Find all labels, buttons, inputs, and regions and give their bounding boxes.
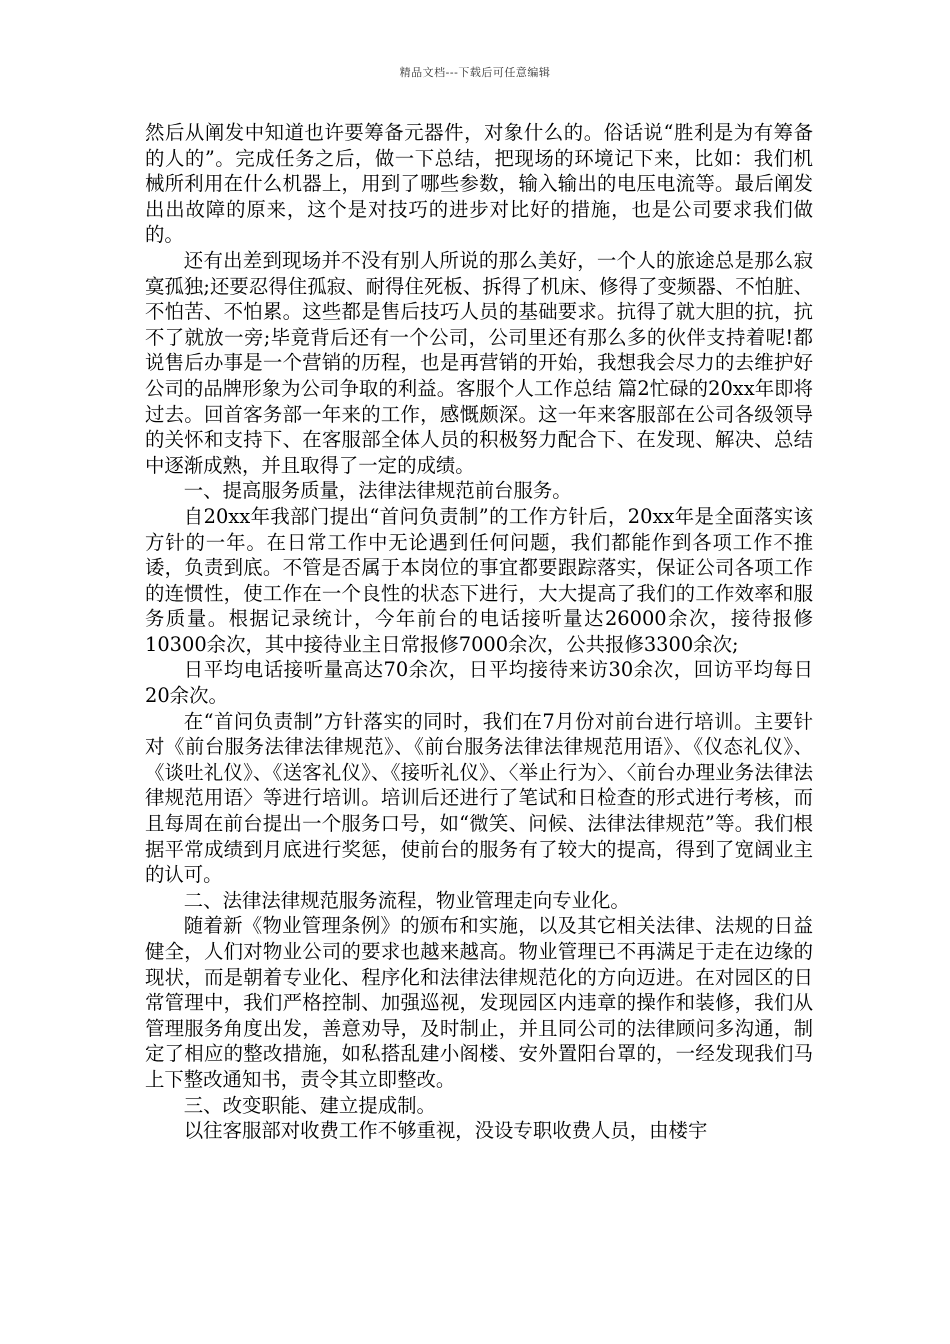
document-body <box>145 120 813 1144</box>
body-paragraph: 二、法律法律规范服务流程，物业管理走向专业化。 <box>183 888 630 912</box>
header-note: 精品文档---下载后可任意编辑 <box>399 66 551 79</box>
body-paragraph: 还有出差到现场并不没有别人所说的那么美好，一个人的旅途总是那么寂寞孤独;还要忍得住孤寂、耐得住死板、拆得了机床、修得了变频器、不怕脏、不怕苦、不怕累。这些都是售后技巧人员的基础要求。抗得了就大胆的抗，抗不了就放一旁;毕竟背后还有一个公司，公司里还有那么多的伙伴支持着呢!都说售后办事是一个营销的历程，也是再营销的开始，我想我会尽力的去维护好公司的品牌形象为公司争取的利益。客服个人工作总结 篇2忙碌的20xx年即将过去。回首客务部一年来的工作，感慨颇深。这一年来客服部在公司各级领导的关怀和支持下、在客服部全体人员的积极努力配合下、在发现、解决、总结中逐渐成熟，并且取得了一定的成绩。 <box>145 248 813 477</box>
body-paragraph: 自20xx年我部门提出“首问负责制”的工作方针后，20xx年是全面落实该方针的一年。在日常工作中无论遇到任何问题，我们都能作到各项工作不推诿，负责到底。不管是否属于本岗位的事宜都要跟踪落实，保证公司各项工作的连惯性，使工作在一个良性的状态下进行，大大提高了我们的工作效率和服务质量。根据记录统计，今年前台的电话接听量达26000余次，接待报修10300余次，其中接待业主日常报修7000余次，公共报修3300余次; <box>145 504 813 656</box>
body-paragraph: 以往客服部对收费工作不够重视，没设专职收费人员，由楼宇 <box>183 1119 708 1143</box>
body-paragraph: 日平均电话接听量高达70余次，日平均接待来访30余次，回访平均每日20余次。 <box>145 658 813 708</box>
body-paragraph: 在“首问负责制”方针落实的同时，我们在7月份对前台进行培训。主要针对《前台服务法律法律规范》、《前台服务法律法律规范用语》、《仪态礼仪》、《谈吐礼仪》、《送客礼仪》、《接听礼仪》、〈举止行为〉、〈前台办理业务法律法律规范用语〉等进行培训。培训后还进行了笔试和日检查的形式进行考核，而且每周在前台提出一个服务口号，如“微笑、问候、法律法律规范”等。我们根据平常成绩到月底进行奖惩，使前台的服务有了较大的提高，得到了宽阔业主的认可。 <box>145 709 813 887</box>
body-paragraph: 一、提高服务质量，法律法律规范前台服务。 <box>183 479 572 503</box>
body-paragraph: 随着新《物业管理条例》的颁布和实施，以及其它相关法律、法规的日益健全，人们对物业公司的要求也越来越高。物业管理已不再满足于走在边缘的现状，而是朝着专业化、程序化和法律法律规范化的方向迈进。在对园区的日常管理中，我们严格控制、加强巡视，发现园区内违章的操作和装修，我们从管理服务角度出发，善意劝导，及时制止，并且同公司的法律顾问多沟通，制定了相应的整改措施，如私搭乱建小阁楼、安外置阳台罩的，一经发现我们马上下整改通知书，责令其立即整改。 <box>145 914 813 1091</box>
body-paragraph: 三、改变职能、建立提成制。 <box>183 1093 436 1117</box>
body-paragraph: 然后从阐发中知道也许要筹备元器件，对象什么的。俗话说“胜利是为有筹备的人的”。完成任务之后，做一下总结，把现场的环境记下来，比如：我们机械所利用在什么机器上，用到了哪些参数，输入输出的电压电流等。最后阐发出出故障的原来，这个是对技巧的进步对比好的措施，也是公司要求我们做的。 <box>145 121 813 247</box>
